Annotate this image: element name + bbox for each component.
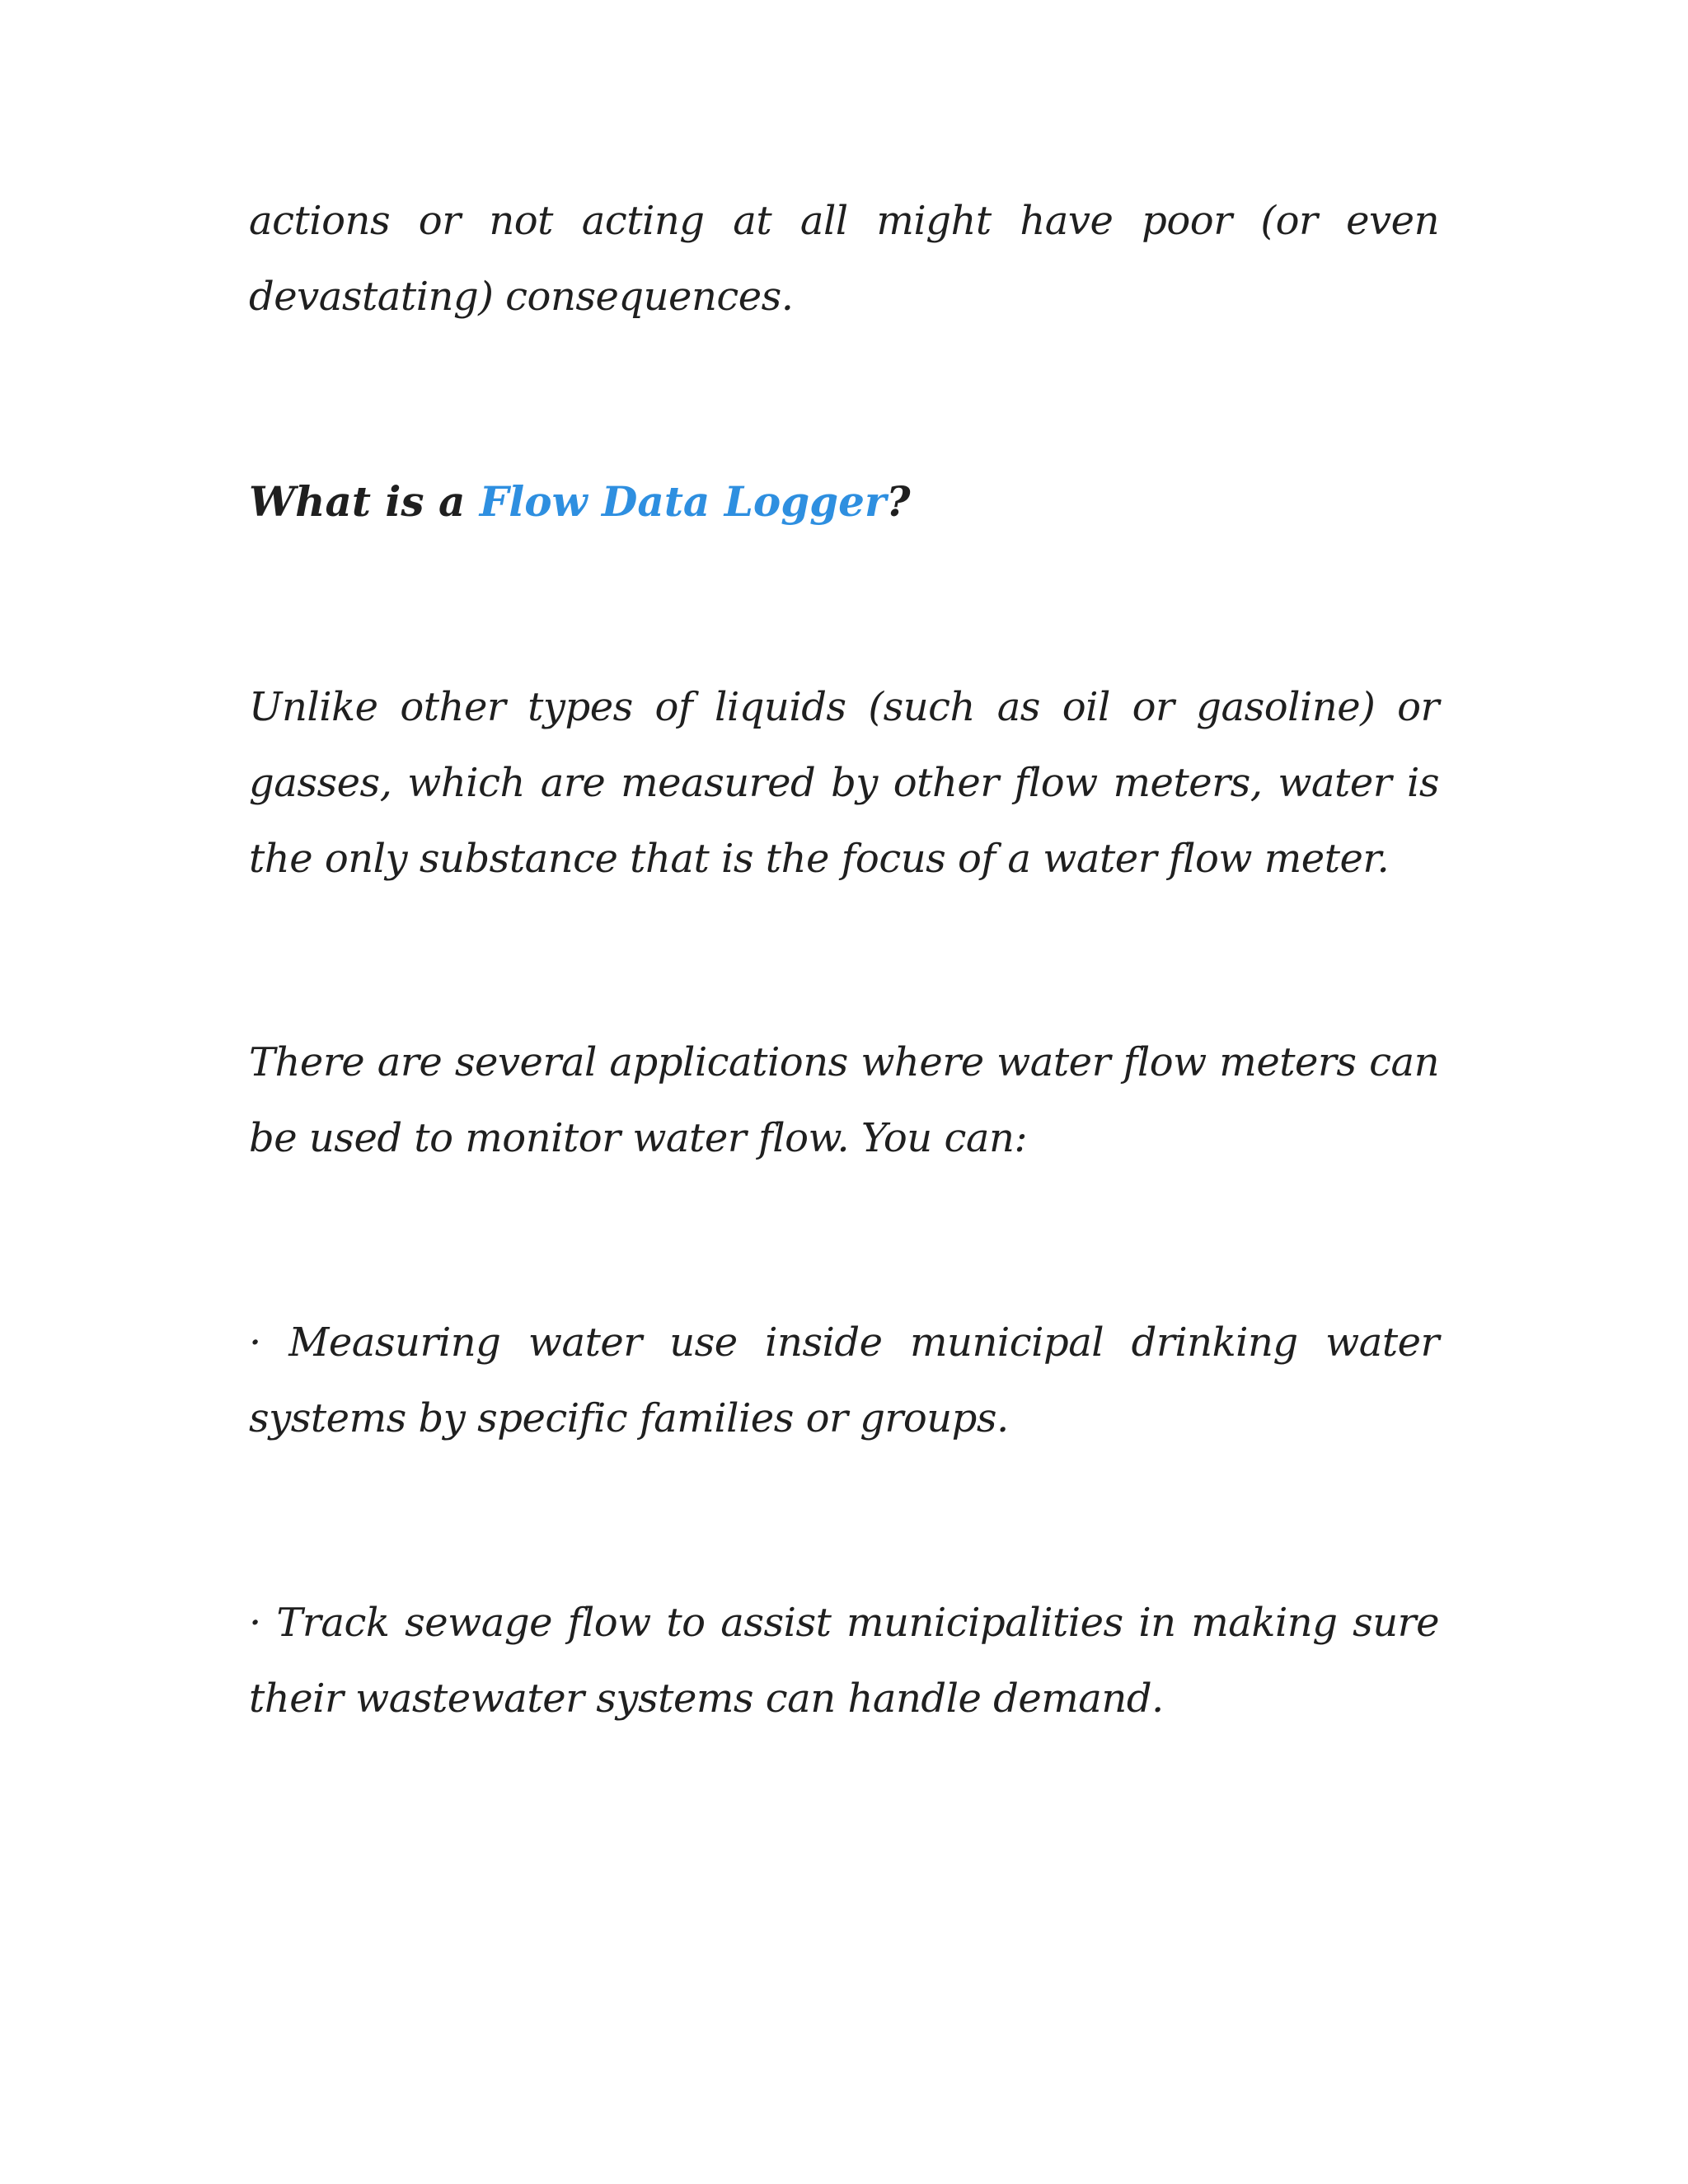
bullet-track-sewage-flow: · Track sewage flow to assist municipalities in making sure their wastewater systems can handle demand. [249,1600,1439,1722]
intro-paragraph: actions or not acting at all might have poor (or even devastating) consequences. [249,198,1439,320]
paragraph-liquids: Unlike other types of liquids (such as oil or gasoline) or gasses, which are measured by other flow meters, water is the only substance that is the focus of a water flow meter. [249,684,1439,882]
bullet-measuring-water-use: · Measuring water use inside municipal drinking water systems by specific families or groups. [249,1319,1439,1441]
section-heading [249,464,1439,540]
flow-data-logger-link[interactable]: Flow Data Logger [479,477,887,526]
heading-prefix: What is a [249,477,480,526]
heading-suffix: ? [886,477,911,526]
paragraph-applications: There are several applications where water flow meters can be used to monitor water flow. You can: [249,1039,1439,1161]
